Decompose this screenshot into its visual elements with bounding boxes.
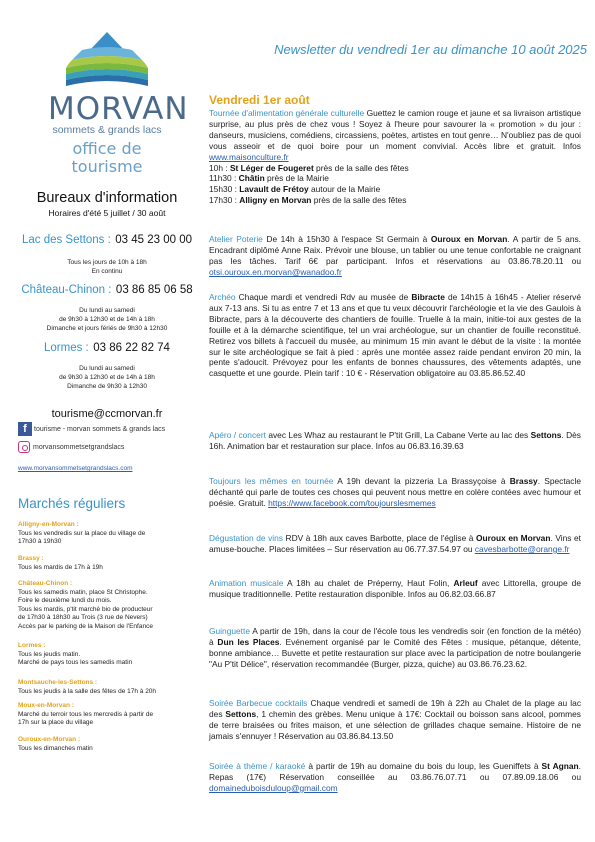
office-hours-line: de 9h30 à 12h30 et de 14h à 18h [59,316,155,323]
sidebar [18,0,196,842]
event-place: Arleuf [453,578,478,588]
marches-title: Marchés réguliers [18,496,126,511]
market-town: Moux-en-Morvan : [18,702,74,709]
office-chateau-chinon [18,280,196,333]
market-line: Accès par le parking de la Maison de l'Enfance [18,622,153,630]
logo-brand: MORVAN [48,91,189,127]
office-hours-line: de 9h30 à 12h30 et de 14h à 18h [59,374,155,381]
event-text: . Spectacle déchanté qui parle de toutes ces choses qui peuvent nous mettre en colère contées avec humour et poésie. Gratuit. [209,476,582,508]
facebook-icon: f [18,422,32,436]
market-line: de 17h30 à 18h30 au Trois (3 rue de Nevers) [18,614,148,621]
event-text: Chaque vendredi et samedi de 19h à 22h au Chalet de la plage au lac des [209,698,582,719]
event-link[interactable]: https://www.facebook.com/toujourslesmemes [268,497,436,508]
office-hours-line: Tous les jours de 10h à 18h [67,259,147,266]
event-soiree-barbecue [209,698,581,742]
market-line: Tous les jeudis matin. [18,650,81,658]
office-hours-line: Du lundi au samedi [79,307,135,314]
market-line: Foire le deuxième lundi du mois. [18,597,112,604]
office-lormes [18,338,196,391]
event-place: Dun les Places [217,636,280,647]
main-content [209,0,587,842]
event-heading: Soirée Barbecue cocktails [209,698,308,708]
event-link[interactable]: www.maisonculture.fr [209,151,289,162]
instagram-label: morvansommetsetgrandslacs [33,443,125,451]
stop-location: près de la salle des fêtes [313,162,409,173]
stop-place: Lavault de Frétoy [239,184,309,195]
event-guinguette [209,626,581,670]
event-place: Brassy [509,476,538,486]
stop-time: 11h30 : [209,173,239,184]
office-hours-line: Du lundi au samedi [79,365,135,372]
office-name: Château-Chinon : [21,284,112,296]
market-item [18,555,196,572]
market-item [18,702,196,728]
event-degustation [209,533,581,555]
bureaux-title: Bureaux d'information [36,190,178,206]
event-text: A partir de 19h, dans la cour de l'école tous les vendredis soir (en fonction de la météo) à [209,626,581,647]
event-place: Bibracte [411,292,445,302]
office-hours-line: Dimanche de 9h30 à 12h30 [67,383,147,390]
horaires-text: Horaires d'été 5 juillet / 30 août [48,208,166,218]
facebook-label: tourisme - morvan sommets & grands lacs [34,425,166,433]
event-text: . Evénement organisé par le Comité des Fêtes : musique, pétanque, détente, bonne ambiance… Buvette et petite restauration sur place avec la participation de notre boulangerie "Au P'tit Délice", réservation recommandée (Burger, pizza, quiche) au 03.86.76.23.62. [209,636,581,669]
morvan-logo [48,30,189,176]
market-line: Marché du terroir tous les mercredis à partir de [18,710,154,718]
market-town: Château-Chinon : [18,580,73,587]
office-phone[interactable]: 03 86 85 06 58 [115,284,193,296]
event-link[interactable]: otsi.ouroux.en.morvan@wanadoo.fr [209,266,342,277]
event-place: Ouroux en Morvan [430,234,508,244]
event-text: . A partir de 5 ans. Encadrant diplômé Anne Raix. Prévoir une blouse, un tablier ou une tenue confortable ne craignant pas les tâches. Tarif 6€ par participant. Infos et réservations au 03.86.78.20.11 ou [209,234,581,266]
market-item [18,580,196,631]
event-archeo [209,292,581,379]
stop-location: près de la Mairie [264,173,329,184]
event-text: . Vins et amuse-bouche. Places limitées – Sur réservation au 06.77.37.54.97 ou [209,533,581,554]
stop-location: près de la salle des fêtes [311,195,407,206]
event-text: A 19h devant la pizzeria La Brassyçoise à [333,476,510,486]
event-heading: Atelier Poterie [209,234,263,244]
stop-place: Châtin [238,173,265,184]
stop-place: Alligny en Morvan [239,195,312,206]
logo-office: office de tourisme [71,139,143,176]
website-link[interactable]: www.morvansommetsetgrandslacs.com [18,465,133,472]
event-poterie [209,234,581,278]
event-place: St Agnan [541,761,579,771]
office-hours-line: Dimanche et jours fériés de 9h30 à 12h30 [46,325,168,332]
market-item [18,736,196,753]
event-heading: Archéo [209,292,236,302]
event-heading: Apéro / concert [209,430,266,440]
event-text: RDV à 18h aux caves Barbotte, place de l'église à [283,533,477,543]
event-heading: Soirée à thème / karaoké [209,761,306,771]
tour-stop [209,184,581,195]
market-town: Lormes : [18,642,46,649]
event-text: . Dès 16h. Animation bar et restauration sur place. Infos au 06.83.16.39.63 [209,430,581,451]
event-tournee [209,108,581,206]
event-text: de 14h15 à 16h45 - Atelier réservé aux 7-13 ans. Si tu as entre 7 et 13 ans et que tu veux découvrir l'archéologie et la vie des Gaulois à Bibracte, pars à la découverte des chantiers de fouille. Truelle à la main, initie-toi aux gestes de la fouille et à la démarche scientifique, tel un vrai archéologue, sur un chantier de fouille reconstitué. Retirez vos billets à l'accueil du musée, au minimum 15 min avant le début de la visite : la montée sur le site archéologique se fait à pied : après une montée assez raide pendant environ 20 min, la pente s'adoucit. Prévoyez pour les enfants de bonnes chaussures, des vêtements adaptés, une casquette et une gourde. Plein tarif : 10 € - Réservation obligatoire au 03.85.86.52.40 [209,292,581,379]
day-title: Vendredi 1er août [209,93,310,107]
event-heading: Tournée d'alimentation générale culturelle [209,108,365,118]
market-line: 17h30 à 19h30 [18,538,62,545]
market-line: 17h sur la place du village [18,719,94,726]
event-place: Settons [530,430,562,440]
office-hours-line: En continu [91,268,123,275]
stop-time: 10h : [209,162,230,173]
office-name: Lac des Settons : [21,234,111,246]
instagram-icon [18,441,30,453]
instagram-link[interactable] [18,441,124,453]
market-line: Tous les mardis de 17h à 19h [18,563,103,571]
event-soiree-karaoke [209,761,581,794]
event-heading: Guinguette [209,626,250,636]
event-text: De 14h à 15h30 à l'espace St Germain à [262,234,431,244]
newsletter-title: Newsletter du vendredi 1er au dimanche 10 août 2025 [274,42,587,57]
office-phone[interactable]: 03 45 23 00 00 [115,234,193,246]
market-town: Ouroux-en-Morvan : [18,736,81,743]
event-text: Chaque mardi et vendredi Rdv au musée de [235,292,412,302]
event-animation-musicale [209,578,581,600]
event-apero-concert [209,430,581,452]
event-place: Ouroux en Morvan [476,533,551,543]
facebook-link[interactable] [18,422,165,436]
market-town: Brassy : [18,555,44,562]
office-phone[interactable]: 03 86 22 82 74 [93,342,170,354]
office-name: Lormes : [44,342,89,354]
event-toujours-les-memes [209,476,581,509]
event-heading: Dégustation de vins [209,533,283,543]
stop-location: autour de la Mairie [308,184,381,195]
stop-time: 17h30 : [209,195,240,206]
event-heading: Toujours les mêmes en tournée [209,476,334,486]
market-line: Tous les dimanches matin [18,744,93,752]
mountain-waves-icon [64,30,150,92]
tour-stop [209,195,581,206]
market-item [18,642,196,668]
event-link[interactable]: domaineduboisduloup@gmail.com [209,782,338,793]
market-town: Montsauche-les-Settons : [18,679,98,686]
event-text: A 18h au chalet de Préperny, Haut Folin, [283,578,454,588]
tour-stop [209,173,581,184]
market-town: Alligny-en-Morvan : [18,521,79,528]
event-heading: Animation musicale [209,578,284,588]
email-link[interactable]: tourisme@ccmorvan.fr [51,408,163,420]
market-line: Tous les jeudis à la salle des fêtes de 17h à 20h [18,687,157,695]
office-settons [18,230,196,276]
tour-stop [209,163,581,174]
market-line: Tous les mardis, p'tit marché bio de producteur [18,605,153,613]
stop-time: 15h30 : [209,184,240,195]
event-text: avec Les Whaz au restaurant le P'tit Grill, La Cabane Verte au lac des [265,430,531,440]
stop-place: St Léger de Fougeret [229,162,314,173]
event-text: . Repas (17€) Réservation conseillée au 03.86.76.07.71 ou 07.89.09.18.06 ou [209,761,581,782]
market-item [18,679,196,696]
market-line: Tous les vendredis sur la place du village de [18,529,146,537]
market-item [18,521,196,547]
market-line: Tous les samedis matin, place St Christophe. [18,588,148,596]
event-text: à partir de 19h au domaine du bois du loup, les Gueniffets à [305,761,542,771]
event-text: avec Littorella, groupe de musique traditionnelle. Petite restauration disponible. Infos au 06.82.03.66.87 [209,578,581,599]
event-place: Settons [225,708,257,719]
logo-tagline: sommets & grands lacs [52,124,162,136]
event-text: , 1 chemin des grèbes. Menu unique à 17€: Cocktail ou boisson sans alcool, pommes de terre braisées ou frites maison, et une sélection de grillades chaque semaine. Histoire de ne jamais s'ennuyer ! Réservation au 03.86.84.13.50 [209,708,581,741]
market-line: Marché de pays tous les samedis matin [18,659,133,666]
event-link[interactable]: cavesbarbotte@orange.fr [474,543,570,554]
event-text: Guettez le camion rouge et jaune et sa livraison artistique surprise, au plus près de chez vous ! Soyez à l'heure pour savourer la « promotion » du jour : danseurs, musiciens, comédiens, circassiens, poètes, artistes en tout genre… N'oubliez pas de quoi vous asseoir et de quoi boire pour un moment convivial. Accès libre et gratuit. Infos [209,108,581,151]
